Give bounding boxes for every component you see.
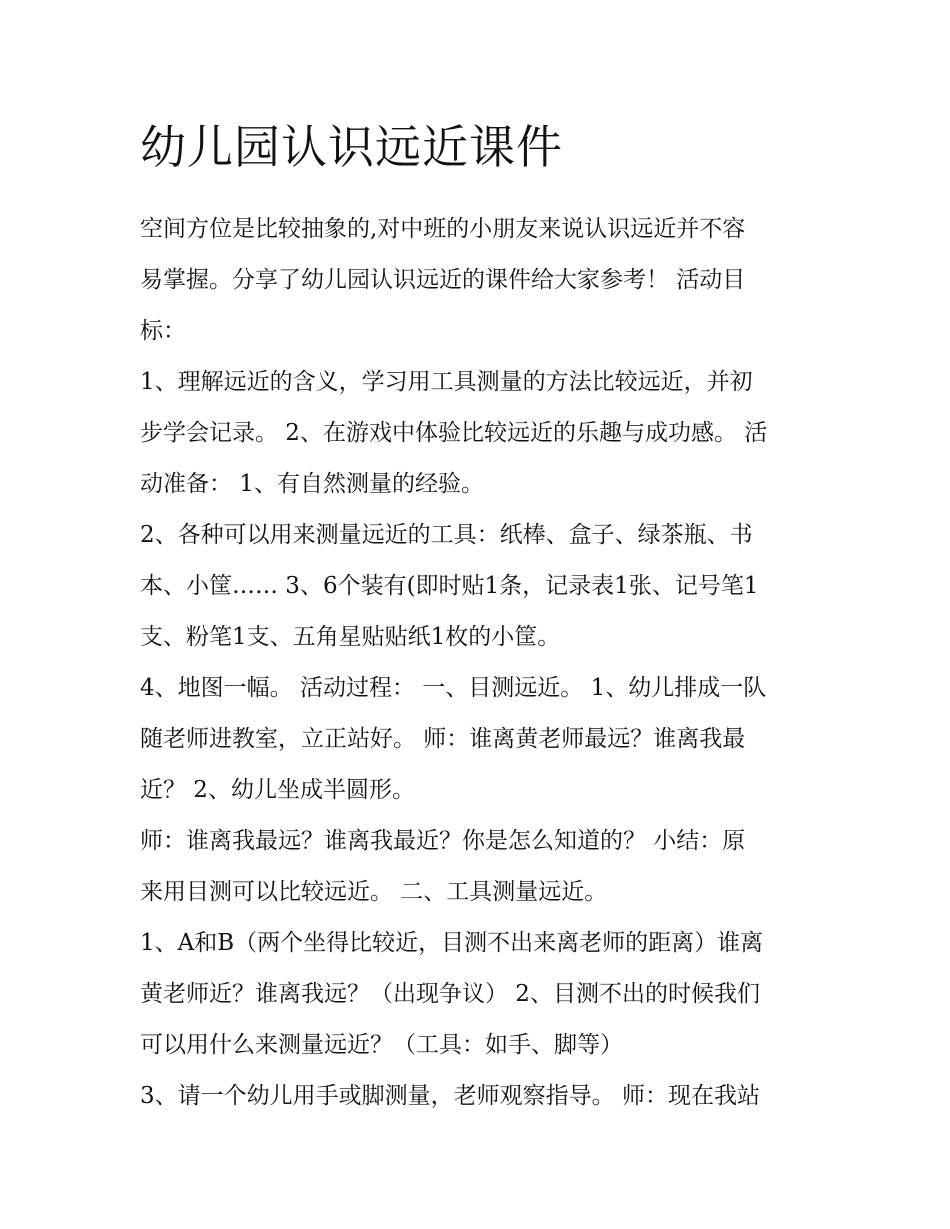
text-line: 1、理解远近的含义，学习用工具测量的方法比较远近，并初 [140,369,753,395]
text-line: 本、小筐…… 3、6个装有(即时贴1条，记录表1张、记号笔1 [140,573,759,599]
text-line: 近？ 2、幼儿坐成半圆形。 [140,777,415,803]
text-line: 3、请一个幼儿用手或脚测量，老师观察指导。 师：现在我站 [140,1083,760,1109]
paragraph-tool-measure [140,918,820,1071]
paragraph-process [140,663,820,816]
text-line: 来用目测可以比较远近。 二、工具测量远近。 [140,879,608,905]
text-line: 空间方位是比较抽象的,对中班的小朋友来说认识远近并不容 [140,216,746,242]
text-line: 黄老师近？谁离我远？（出现争议） 2、目测不出的时候我们 [140,981,760,1007]
text-line: 支、粉笔1支、五角星贴贴纸1枚的小筐。 [140,624,561,650]
text-line: 标： [140,318,186,344]
paragraph-goals [140,357,820,510]
text-line: 随老师进教室，立正站好。 师：谁离黄老师最远？谁离我最 [140,726,746,752]
text-line: 步学会记录。 2、在游戏中体验比较远近的乐趣与成功感。 活 [140,420,768,446]
text-line: 师：谁离我最远？谁离我最近？你是怎么知道的？ 小结：原 [140,828,746,854]
text-line: 1、A和B（两个坐得比较近，目测不出来离老师的距离）谁离 [140,930,764,956]
paragraph-materials [140,510,820,663]
paragraph-summary [140,816,820,918]
document-page [140,112,820,1122]
text-line: 2、各种可以用来测量远近的工具：纸棒、盒子、绿茶瓶、书 [140,522,753,548]
document-title: 幼儿园认识远近课件 [140,120,563,174]
paragraph-intro [140,204,820,357]
text-line: 动准备： 1、有自然测量的经验。 [140,471,484,497]
paragraph-continue [140,1071,820,1122]
text-line: 易掌握。分享了幼儿园认识远近的课件给大家参考！ 活动目 [140,267,746,293]
text-line: 可以用什么来测量远近？（工具：如手、脚等） [140,1032,623,1058]
text-line: 4、地图一幅。 活动过程： 一、目测远近。 1、幼儿排成一队 [140,675,767,701]
